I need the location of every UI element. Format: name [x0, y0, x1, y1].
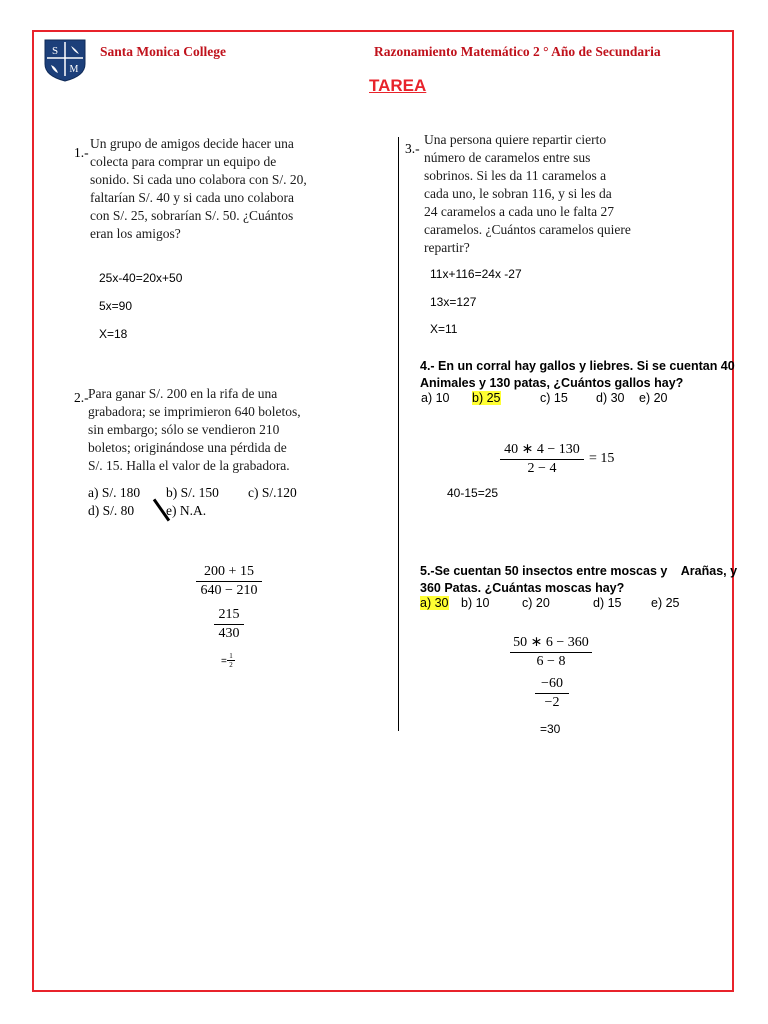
option-a: a) 10: [421, 391, 450, 405]
problem-5-line: 5.-Se cuentan 50 insectos entre moscas y Arañas, y: [420, 564, 738, 578]
option-d: d) 15: [593, 596, 622, 610]
problem-4-fraction-result: = 15: [589, 451, 615, 466]
problem-2-options: [88, 484, 318, 524]
problem-2-line: S/. 15. Halla el valor de la grabadora.: [88, 458, 290, 473]
option-c: c) 20: [522, 596, 550, 610]
school-crest-logo: [43, 38, 87, 82]
problem-2-result-fraction: [227, 652, 235, 669]
option-a: a) S/. 180: [88, 485, 141, 500]
option-b: b) 10: [461, 596, 490, 610]
problem-4-line: 4.- En un corral hay gallos y liebres. Si se cuentan 40: [420, 359, 735, 373]
problem-1-text: [90, 135, 355, 243]
option-d: d) 30: [596, 391, 625, 405]
problem-5-fraction-2: [535, 676, 569, 711]
problem-5-text: [420, 563, 738, 597]
problem-1-line: eran los amigos?: [90, 226, 181, 241]
problem-2-text: [88, 385, 318, 475]
fraction-numerator: 40 ∗ 4 − 130: [500, 441, 584, 460]
fraction-denominator: 6 − 8: [536, 654, 566, 669]
problem-1-line: faltarían S/. 40 y si cada uno colabora: [90, 190, 294, 205]
logo-letter-s: S: [51, 45, 59, 57]
problem-3-line: 24 caramelos a cada uno le falta 27: [424, 204, 615, 219]
column-divider: [398, 137, 399, 731]
option-b: b) S/. 150: [166, 485, 219, 500]
problem-2-line: sin embargo; sólo se vendieron 210: [88, 422, 280, 437]
fraction-numerator: 1: [227, 652, 235, 661]
problem-4-solution-step: 40-15=25: [447, 486, 499, 500]
problem-5-options: [420, 596, 720, 613]
fraction-numerator: 50 ∗ 6 − 360: [510, 634, 592, 653]
problem-4-fraction: [500, 441, 584, 477]
problem-3-line: número de caramelos entre sus: [424, 150, 591, 165]
problem-3-solution-step: X=11: [430, 322, 458, 336]
problem-3-line: sobrinos. Si les da 11 caramelos a: [424, 168, 607, 183]
option-c: c) S/.120: [248, 485, 297, 500]
option-a-highlighted: a) 30: [420, 596, 449, 610]
problem-2-fraction-2: [214, 607, 244, 642]
problem-3-line: repartir?: [424, 240, 470, 255]
problem-2-number: 2.-: [74, 390, 89, 405]
fraction-denominator: 2 − 4: [527, 461, 557, 476]
logo-letter-m: M: [69, 64, 79, 75]
problem-3-solution-step: 11x+116=24x -27: [430, 267, 522, 281]
problem-2-line: boletos; originándose una pérdida de: [88, 440, 287, 455]
problem-3-line: caramelos. ¿Cuántos caramelos quiere: [424, 222, 631, 237]
problem-2-fraction-1: [196, 564, 262, 599]
fraction-denominator: 430: [218, 626, 240, 641]
problem-4-options: [421, 391, 721, 408]
fraction-denominator: −2: [544, 695, 560, 710]
problem-2-line: Para ganar S/. 200 en la rifa de una: [88, 386, 278, 401]
problem-4-text: [420, 358, 735, 392]
problem-3-text: [424, 131, 652, 257]
problem-2-line: grabadora; se imprimieron 640 boletos,: [88, 404, 301, 419]
problem-1-line: colecta para comprar un equipo de: [90, 154, 277, 169]
option-d: d) S/. 80: [88, 503, 135, 518]
fraction-numerator: 215: [214, 607, 244, 625]
fraction-denominator: 2: [229, 661, 233, 669]
problem-1-solution-step: 25x-40=20x+50: [99, 271, 183, 285]
option-e: e) N.A.: [166, 503, 207, 518]
course-name: Razonamiento Matemático 2 ° Año de Secundaria: [374, 44, 661, 59]
problem-1-line: sonido. Si cada uno colabora con S/. 20,: [90, 172, 307, 187]
problem-5-result: =30: [540, 722, 561, 736]
problem-5-line: 360 Patas. ¿Cuántas moscas hay?: [420, 581, 625, 595]
fraction-numerator: 200 + 15: [196, 564, 262, 582]
problem-4-line: Animales y 130 patas, ¿Cuántos gallos hay?: [420, 376, 684, 390]
page-title: TAREA: [369, 76, 427, 95]
fraction-numerator: −60: [535, 676, 569, 694]
option-b-highlighted: b) 25: [472, 391, 501, 405]
problem-1-solution-step: X=18: [99, 327, 128, 341]
option-c: c) 15: [540, 391, 568, 405]
option-e: e) 20: [639, 391, 668, 405]
problem-5-fraction-1: [510, 634, 592, 670]
problem-1-number: 1.-: [74, 145, 89, 160]
problem-3-number: 3.-: [405, 141, 420, 156]
option-e: e) 25: [651, 596, 680, 610]
problem-1-line: Un grupo de amigos decide hacer una: [90, 136, 294, 151]
problem-3-solution-step: 13x=127: [430, 295, 477, 309]
problem-3-line: cada uno, le sobran 116, y si les da: [424, 186, 612, 201]
problem-1-solution-step: 5x=90: [99, 299, 133, 313]
fraction-denominator: 640 − 210: [200, 583, 258, 598]
problem-3-line: Una persona quiere repartir cierto: [424, 132, 607, 147]
problem-2-result-equals: =: [221, 656, 227, 667]
school-name: Santa Monica College: [100, 44, 226, 59]
problem-1-line: con S/. 25, sobrarían S/. 50. ¿Cuántos: [90, 208, 294, 223]
